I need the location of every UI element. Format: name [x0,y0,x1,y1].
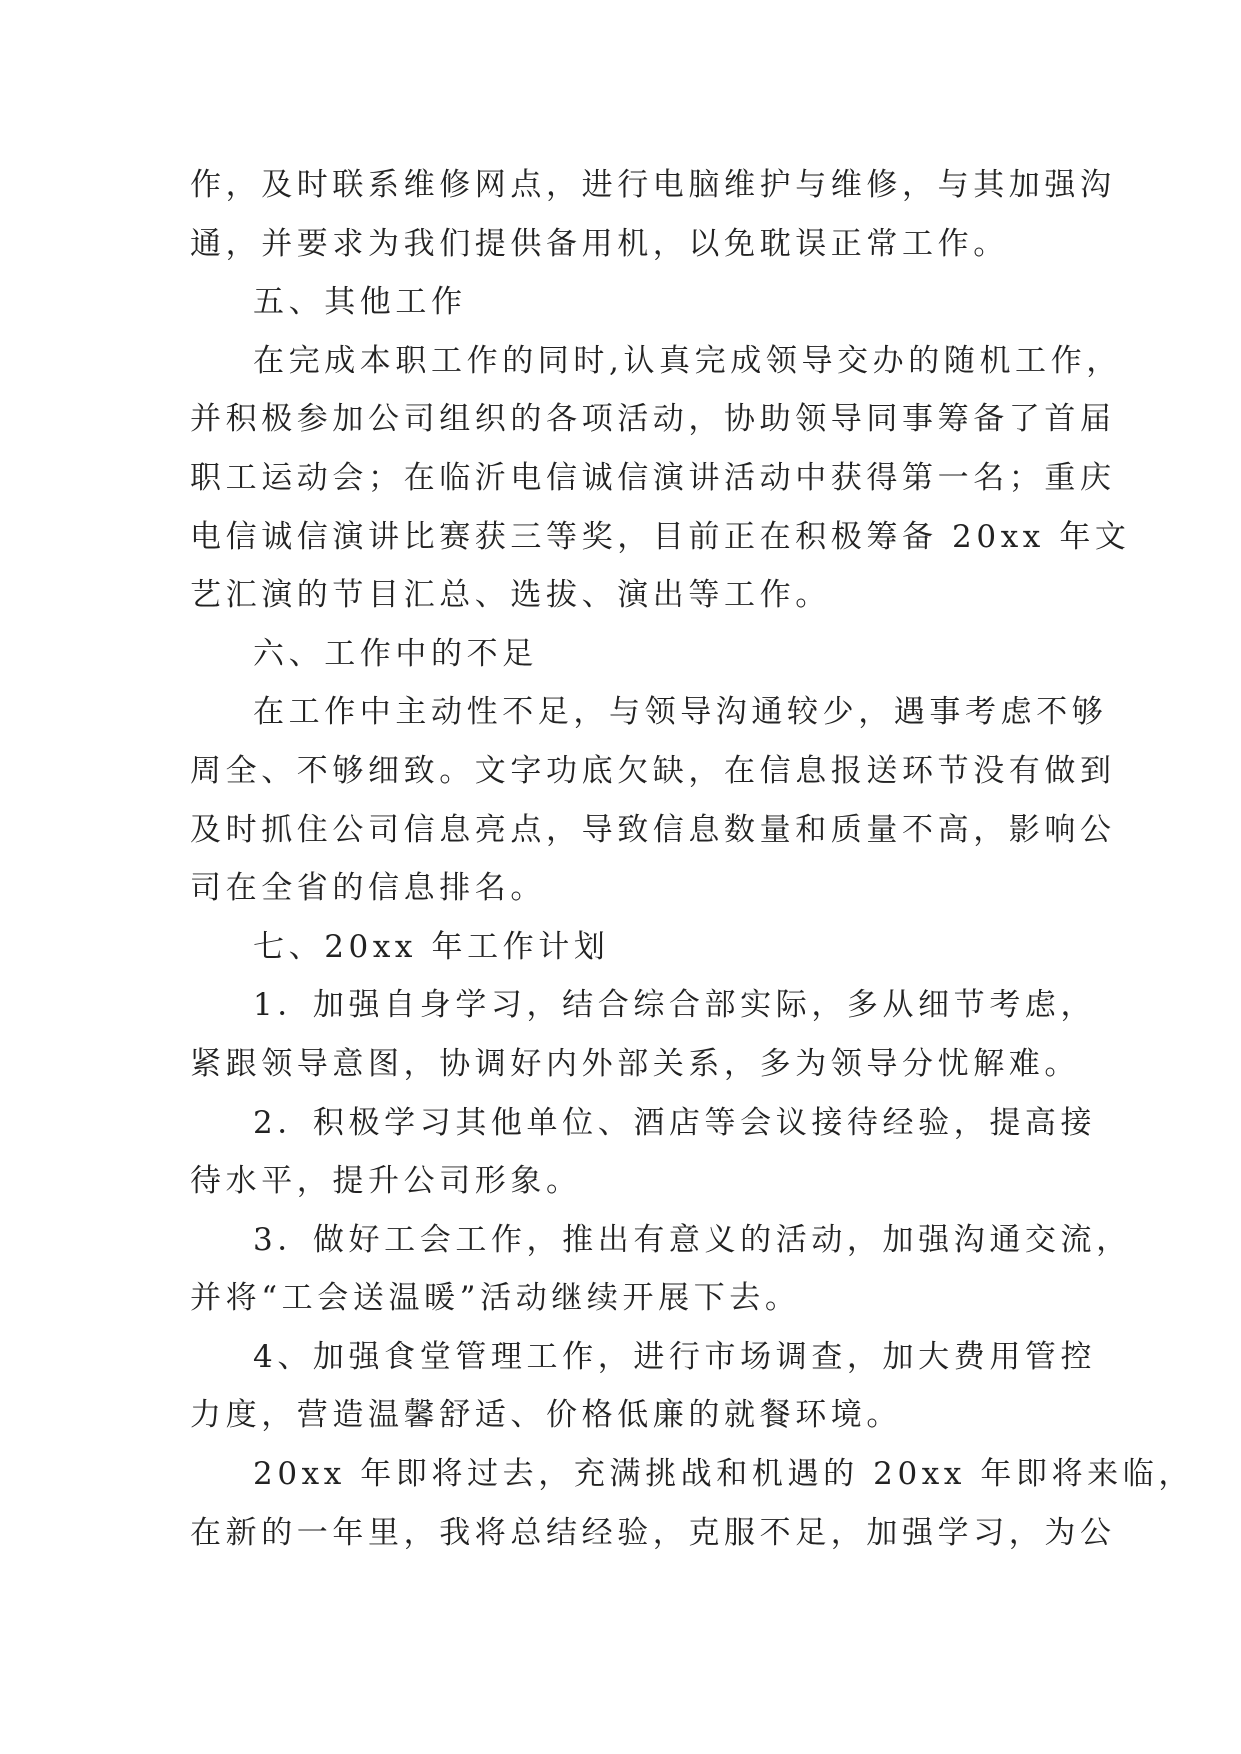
section-heading-work-plan: 七、20xx 年工作计划 [253,928,610,965]
body-line: 通，并要求为我们提供备用机，以免耽误正常工作。 [190,225,1009,262]
body-line: 在完成本职工作的同时,认真完成领导交办的随机工作， [253,342,1122,379]
plan-item-3: 3．做好工会工作，推出有意义的活动，加强沟通交流， [253,1221,1132,1258]
body-line: 艺汇演的节目汇总、选拔、演出等工作。 [190,577,831,614]
body-line: 并积极参加公司组织的各项活动，协助领导同事筹备了首届 [190,401,1116,438]
body-line: 周全、不够细致。文字功底欠缺，在信息报送环节没有做到 [190,752,1116,789]
document-body [190,156,1194,1562]
section-heading-shortcomings: 六、工作中的不足 [253,635,538,672]
body-line: 待水平，提升公司形象。 [190,1163,582,1200]
body-line: 并将“工会送温暖”活动继续开展下去。 [190,1280,801,1317]
body-line: 职工运动会；在临沂电信诚信演讲活动中获得第一名；重庆 [190,459,1116,496]
body-line: 及时抓住公司信息亮点，导致信息数量和质量不高，影响公 [190,811,1116,848]
body-line: 紧跟领导意图，协调好内外部关系，多为领导分忧解难。 [190,1045,1080,1082]
plan-item-2: 2．积极学习其他单位、酒店等会议接待经验，提高接 [253,1104,1097,1141]
section-heading-other-work: 五、其他工作 [253,284,467,321]
plan-item-1: 1．加强自身学习，结合综合部实际，多从细节考虑， [253,987,1097,1024]
body-line: 在新的一年里，我将总结经验，克服不足，加强学习，为公 [190,1514,1116,1551]
body-line: 司在全省的信息排名。 [190,870,546,907]
closing-paragraph: 20xx 年即将过去，充满挑战和机遇的 20xx 年即将来临， [253,1456,1194,1493]
body-line: 力度，营造温馨舒适、价格低廉的就餐环境。 [190,1397,902,1434]
plan-item-4: 4、加强食堂管理工作，进行市场调查，加大费用管控 [253,1338,1097,1375]
body-line: 在工作中主动性不足，与领导沟通较少，遇事考虑不够 [253,694,1108,731]
body-line: 作，及时联系维修网点，进行电脑维护与维修，与其加强沟 [190,167,1116,203]
body-line: 电信诚信演讲比赛获三等奖，目前正在积极筹备 20xx 年文 [190,518,1131,555]
